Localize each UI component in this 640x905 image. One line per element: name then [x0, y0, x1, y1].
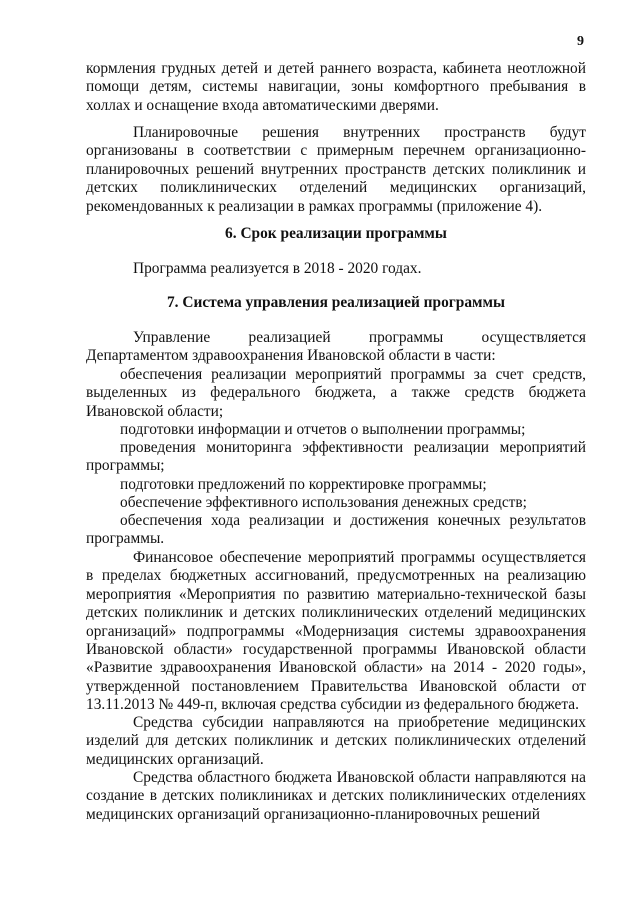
paragraph-text: Средства областного бюджета Ивановской области направляются на создание в детских поликлиниках и детских поликлинических отделениях медицинских организаций организационно-планировочных решений [86, 769, 586, 823]
list-item-5 [86, 494, 586, 512]
paragraph-text: Средства субсидии направляются на приобретение медицинских изделий для детских поликлиник и детских поликлинических отделений медицинских организаций. [86, 714, 586, 768]
paragraph-text: Планировочные решения внутренних пространств будут организованы в соответствии с примерным перечнем организационно-планировочных решений внутренних пространств детских поликлиник и детских поликлинических отделений медицинских организаций, рекомендованных к реализации в рамках программы (приложение 4). [86, 124, 586, 215]
paragraph-text: подготовки информации и отчетов о выполнении программы; [120, 421, 526, 438]
paragraph-6 [86, 714, 586, 769]
heading-text: 7. Система управления реализацией программы [166, 294, 506, 311]
list-item-6 [86, 512, 586, 549]
paragraph-text: Программа реализуется в 2018 - 2020 годах. [133, 260, 422, 277]
paragraph-text: Управление реализацией программы осуществляется Департаментом здравоохранения Ивановской области в части: [86, 329, 586, 365]
list-item-1 [86, 366, 586, 421]
paragraph-text: проведения мониторинга эффективности реализации мероприятий программы; [86, 439, 586, 475]
paragraph-1 [86, 60, 586, 115]
page-number: 9 [577, 34, 584, 49]
list-item-2 [86, 421, 586, 439]
paragraph-3 [86, 260, 586, 278]
heading-text: 6. Срок реализации программы [225, 225, 447, 242]
paragraph-4 [86, 329, 586, 366]
section-6-heading [86, 225, 586, 243]
paragraph-text: Финансовое обеспечение мероприятий программы осуществляется в пределах бюджетных ассигнований, предусмотренных на реализацию мероприятия «Мероприятия по развитию материально-технической базы детских поликлиник и детских поликлинических отделений медицинских организаций» подпрограммы «Модернизация системы здравоохранения Ивановской области» государственной программы Ивановской области «Развитие здравоохранения Ивановской области» на 2014 - 2020 годы», утвержденной постановлением Правительства Ивановской области от 13.11.2013 № 449-п, включая средства субсидии из федерального бюджета. [86, 549, 586, 714]
paragraph-text: обеспечения хода реализации и достижения конечных результатов программы. [86, 512, 586, 548]
paragraph-text: обеспечения реализации мероприятий программы за счет средств, выделенных из федерального бюджета, а также средств бюджета Ивановской области; [86, 366, 586, 420]
paragraph-7 [86, 769, 586, 824]
list-item-4 [86, 476, 586, 494]
paragraph-2 [86, 124, 586, 216]
paragraph-text: кормления грудных детей и детей раннего возраста, кабинета неотложной помощи детям, системы навигации, зоны комфортного пребывания в холлах и оснащение входа автоматическими дверями. [86, 60, 586, 114]
list-item-3 [86, 439, 586, 476]
section-7-heading [86, 294, 586, 312]
paragraph-5 [86, 549, 586, 715]
paragraph-text: подготовки предложений по корректировке программы; [120, 476, 487, 493]
paragraph-text: обеспечение эффективного использования денежных средств; [120, 494, 527, 511]
